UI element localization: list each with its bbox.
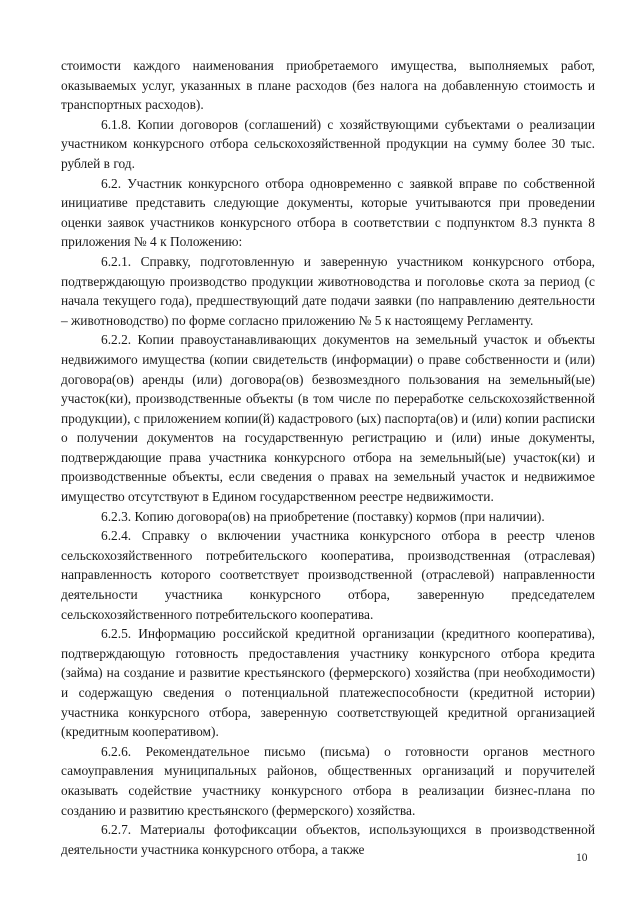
paragraph-6-2-3: 6.2.3. Копию договора(ов) на приобретение (поставку) кормов (при наличии). — [101, 508, 545, 524]
paragraph-6-2-2: 6.2.2. Копии правоустанавливающих документов на земельный участок и объекты недвижимого имущества (копии свидетельств (информации) о праве собственности и (или) договора(ов) аренды (или) договора(ов) безвозмездного пользования на земельный(ые) участок(ки), производственные объекты (в том числе по переработке сельскохозяйственной продукции), с приложением копии(й) кадастрового (ых) паспорта(ов) и (или) копии расписки о получении документов на государственную регистрацию и (или) иные документы, подтверждающие права участника конкурсного отбора на земельный(ые) участок(ки) и производственные объекты, если сведения о правах на земельный участок и недвижимое имущество отсутствуют в Едином государственном реестре недвижимости. — [61, 332, 595, 505]
document-body — [61, 56, 595, 859]
paragraph-6-2: 6.2. Участник конкурсного отбора одновременно с заявкой вправе по собственной инициативе представить следующие документы, которые учитываются при проведении оценки заявок участников конкурсного отбора в соответствии с подпунктом 8.3 пункта 8 приложения № 4 к Положению: — [61, 175, 595, 250]
paragraph-6-2-4: 6.2.4. Справку о включении участника конкурсного отбора в реестр членов сельскохозяйственного потребительского кооператива, производственная (отраслевая) направленность которого соответствует производственной (отраслевой) направленности деятельности участника конкурсного отбора, заверенную председателем сельскохозяйственного потребительского кооператива. — [61, 528, 595, 622]
paragraph-6-2-7: 6.2.7. Материалы фотофиксации объектов, использующихся в производственной деятельности участника конкурсного отбора, а также — [61, 822, 595, 857]
paragraph-continuation: стоимости каждого наименования приобретаемого имущества, выполняемых работ, оказываемых услуг, указанных в плане расходов (без налога на добавленную стоимость и транспортных расходов). — [61, 58, 595, 113]
paragraph-6-2-6: 6.2.6. Рекомендательное письмо (письма) о готовности органов местного самоуправления муниципальных районов, общественных организаций и поручителей оказывать содействие участнику конкурсного отбора в реализации бизнес-плана по созданию и развитию крестьянского (фермерского) хозяйства. — [61, 743, 595, 818]
paragraph-6-2-1: 6.2.1. Справку, подготовленную и заверенную участником конкурсного отбора, подтверждающую производство продукции животноводства и поголовье скота за период (с начала текущего года), предшествующий дате подачи заявки (по направлению деятельности – животноводство) по форме согласно приложению № 5 к настоящему Регламенту. — [61, 253, 595, 328]
paragraph-6-1-8: 6.1.8. Копии договоров (соглашений) с хозяйствующими субъектами о реализации участником конкурсного отбора сельскохозяйственной продукции на сумму более 30 тыс. рублей в год. — [61, 116, 595, 171]
page-number: 10 — [576, 852, 588, 864]
paragraph-6-2-5: 6.2.5. Информацию российской кредитной организации (кредитного кооператива), подтверждающую готовность предоставления участнику конкурсного отбора кредита (займа) на создание и развитие крестьянского (фермерского) хозяйства (при необходимости) и содержащую сведения о потенциальной платежеспособности (кредитной истории) участника конкурсного отбора, заверенную соответствующей кредитной организацией (кредитным кооперативом). — [61, 626, 595, 740]
